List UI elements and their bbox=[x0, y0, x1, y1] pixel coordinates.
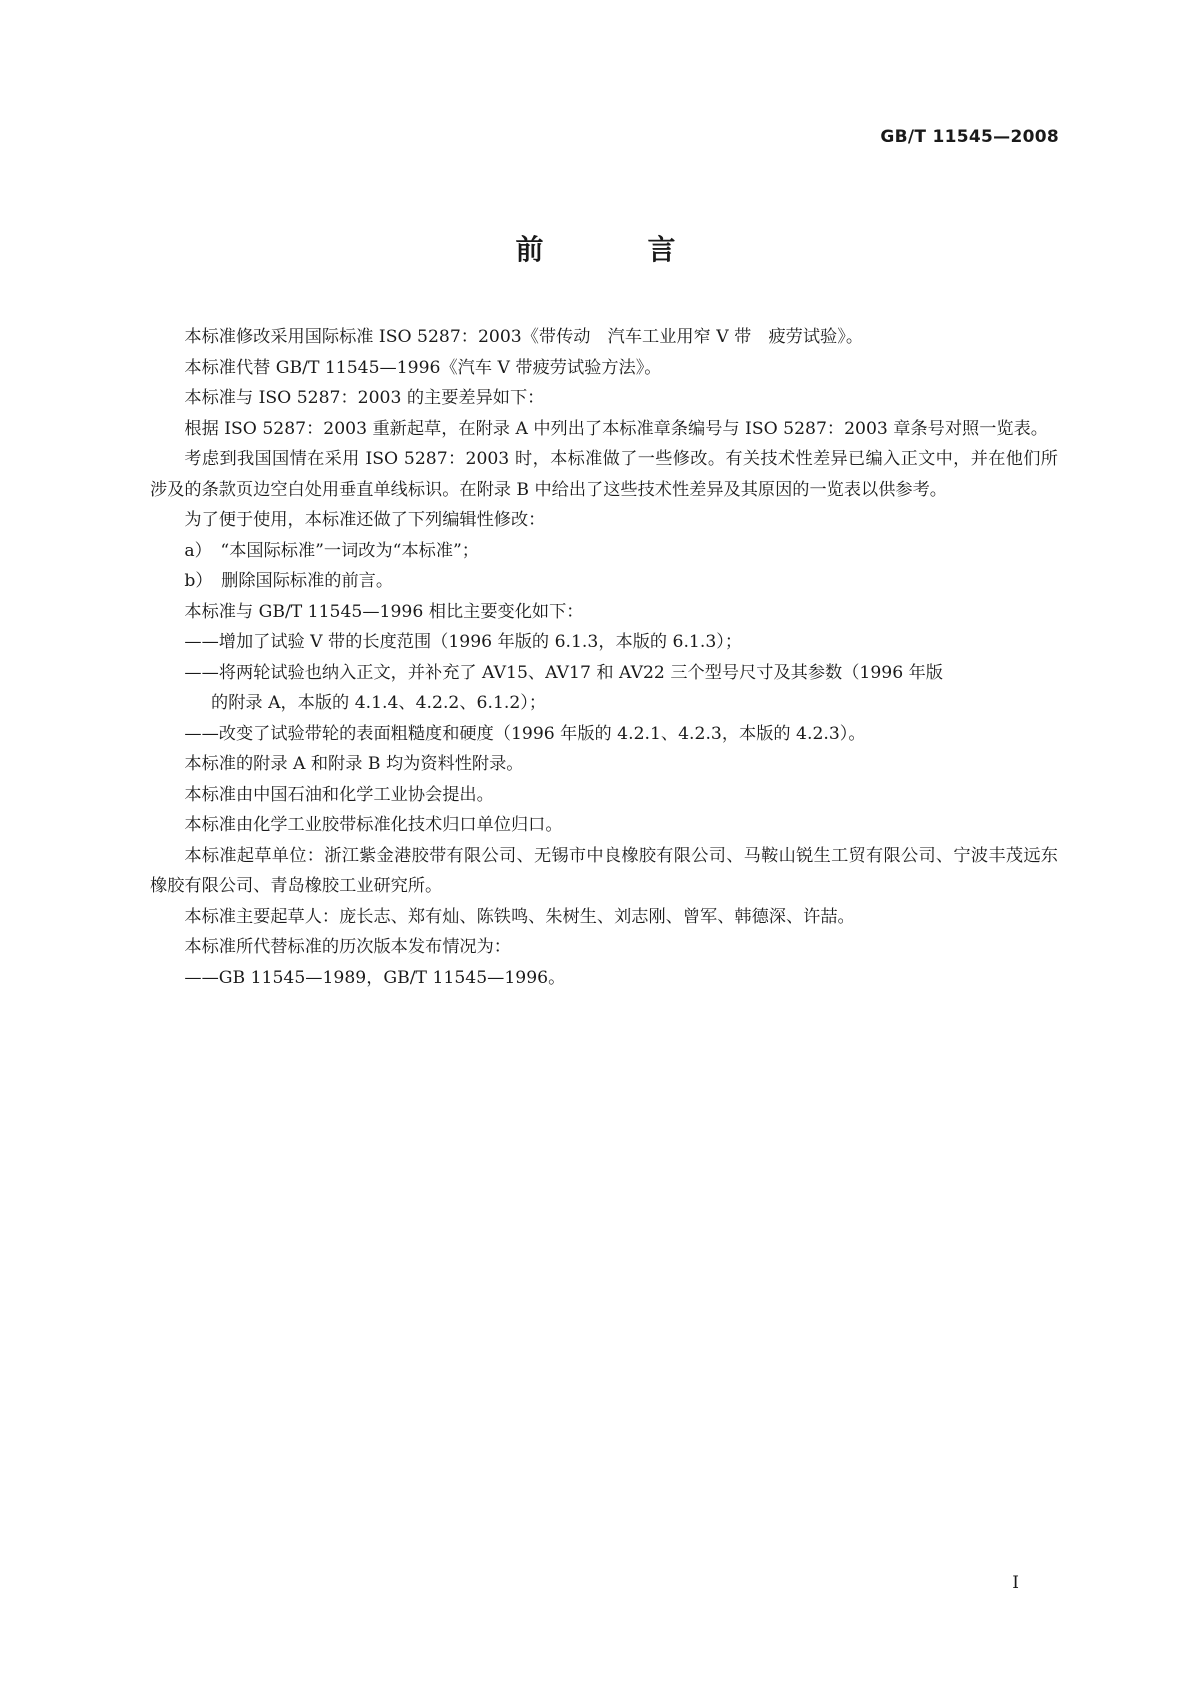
paragraph: 本标准由化学工业胶带标准化技术归口单位归口。 bbox=[184, 815, 563, 835]
dash-item: ——将两轮试验也纳入正文，并补充了 AV15、AV17 和 AV22 三个型号尺寸及其参数（1996 年版 bbox=[184, 662, 943, 683]
paragraph: 本标准的附录 A 和附录 B 均为资料性附录。 bbox=[184, 754, 524, 774]
paragraph: 本标准由中国石油和化学工业协会提出。 bbox=[184, 784, 494, 805]
paragraph: 根据 ISO 5287：2003 重新起草，在附录 A 中列出了本标准章条编号与 ISO 5287：2003 章条号对照一览表。 bbox=[184, 418, 1048, 439]
list-item: b） 删除国际标准的前言。 bbox=[184, 571, 394, 591]
page-title: 前 言 bbox=[515, 233, 714, 266]
paragraph: 为了便于使用，本标准还做了下列编辑性修改： bbox=[184, 510, 546, 530]
paragraph: 本标准所代替标准的历次版本发布情况为： bbox=[184, 937, 511, 957]
page-number: I bbox=[1012, 1573, 1019, 1593]
paragraph: 本标准主要起草人：庞长志、郑有灿、陈铁鸣、朱树生、刘志刚、曾军、韩德深、许喆。 bbox=[184, 906, 855, 927]
paragraph: 本标准修改采用国际标准 ISO 5287：2003《带传动 汽车工业用窄 V 带 疲劳试验》。 bbox=[184, 327, 864, 347]
list-item: a） “本国际标准”一词改为“本标准”； bbox=[184, 540, 479, 561]
foreword-body bbox=[150, 322, 1058, 993]
dash-item-continuation: 的附录 A，本版的 4.1.4、4.2.2、6.1.2）； bbox=[211, 693, 547, 713]
dash-item: ——增加了试验 V 带的长度范围（1996 年版的 6.1.3，本版的 6.1.3）； bbox=[184, 632, 743, 652]
paragraph: 本标准与 ISO 5287：2003 的主要差异如下： bbox=[184, 388, 545, 408]
dash-item: ——改变了试验带轮的表面粗糙度和硬度（1996 年版的 4.2.1、4.2.3，本版的 4.2.3）。 bbox=[184, 723, 866, 744]
dash-item: ——GB 11545—1989，GB/T 11545—1996。 bbox=[184, 967, 566, 988]
paragraph: 本标准与 GB/T 11545—1996 相比主要变化如下： bbox=[184, 601, 584, 622]
paragraph: 本标准代替 GB/T 11545—1996《汽车 V 带疲劳试验方法》。 bbox=[184, 357, 662, 378]
standard-code: GB/T 11545—2008 bbox=[880, 127, 1059, 147]
paragraph: 本标准起草单位：浙江紫金港胶带有限公司、无锡市中良橡胶有限公司、马鞍山锐生工贸有限公司、宁波丰茂远东橡胶有限公司、青岛橡胶工业研究所。 bbox=[150, 845, 1058, 896]
paragraph: 考虑到我国国情在采用 ISO 5287：2003 时，本标准做了一些修改。有关技术性差异已编入正文中，并在他们所涉及的条款页边空白处用垂直单线标识。在附录 B 中给出了这些技术性差异及其原因的一览表以供参考。 bbox=[150, 449, 1058, 500]
